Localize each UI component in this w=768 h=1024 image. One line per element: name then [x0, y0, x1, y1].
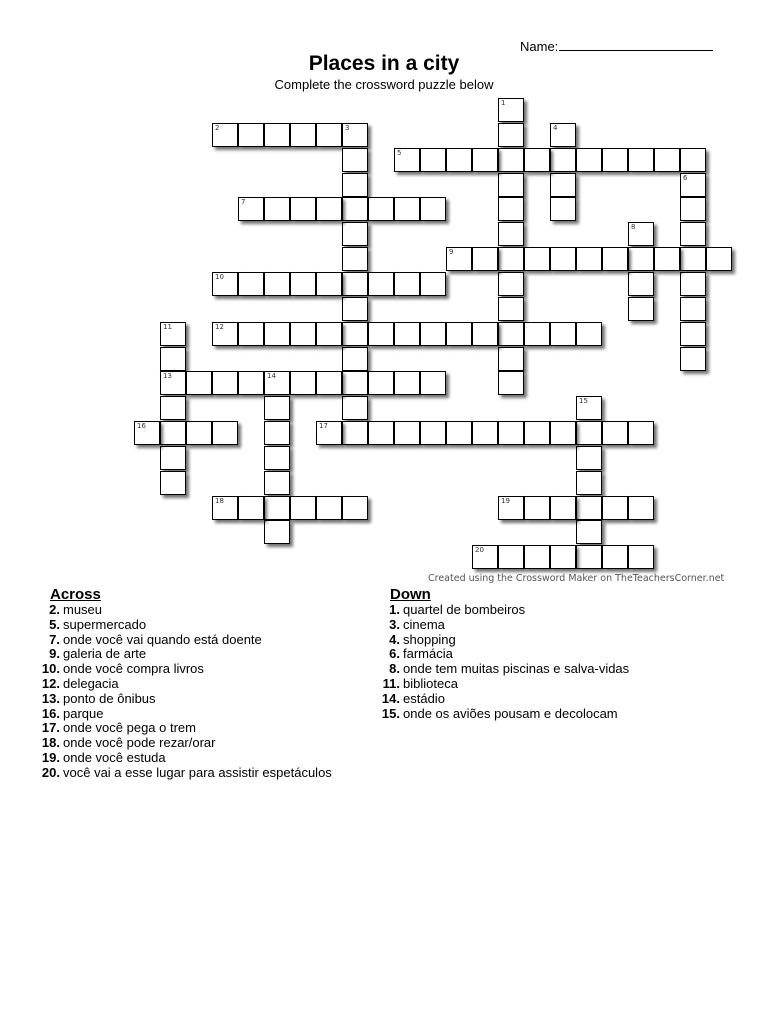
crossword-cell[interactable] — [628, 421, 654, 445]
across-clue — [38, 647, 332, 662]
crossword-cell[interactable] — [498, 496, 524, 520]
clue-text: biblioteca — [403, 675, 458, 691]
clue-text: museu — [63, 602, 103, 617]
crossword-cell[interactable] — [368, 371, 394, 395]
crossword-cell[interactable] — [628, 545, 654, 569]
clue-number: 18. — [41, 735, 60, 751]
across-clue — [38, 692, 332, 707]
crossword-cell[interactable] — [290, 123, 316, 147]
crossword-cell[interactable] — [238, 272, 264, 296]
crossword-cell[interactable] — [654, 247, 680, 271]
down-clue — [378, 603, 629, 618]
crossword-cell[interactable] — [498, 247, 524, 271]
crossword-cell[interactable] — [420, 197, 446, 221]
clue-text: onde tem muitas piscinas e salva-vidas — [403, 661, 630, 677]
crossword-cell[interactable] — [212, 272, 238, 296]
clue-text: onde você estuda — [63, 749, 166, 765]
crossword-cell[interactable] — [160, 471, 186, 495]
crossword-cell[interactable] — [264, 421, 290, 445]
crossword-cell[interactable] — [212, 123, 238, 147]
crossword-cell[interactable] — [420, 272, 446, 296]
page-subtitle: Complete the crossword puzzle below — [274, 77, 494, 92]
crossword-cell[interactable] — [602, 545, 628, 569]
crossword-cell[interactable] — [186, 371, 212, 395]
crossword-cell[interactable] — [524, 496, 550, 520]
crossword-cell[interactable] — [160, 421, 186, 445]
crossword-cell[interactable] — [342, 297, 368, 321]
crossword-cell[interactable] — [602, 148, 628, 172]
across-clue — [38, 662, 332, 677]
page-title: Places in a city — [308, 52, 460, 75]
crossword-cell[interactable] — [160, 396, 186, 420]
name-label: Name: — [520, 39, 559, 54]
crossword-cell[interactable] — [238, 123, 264, 147]
crossword-cell[interactable] — [472, 148, 498, 172]
crossword-cell[interactable] — [394, 421, 420, 445]
crossword-cell[interactable] — [342, 347, 368, 371]
down-heading: Down — [390, 586, 431, 603]
crossword-cell[interactable] — [680, 272, 706, 296]
clue-number: 16 — [137, 422, 146, 430]
crossword-cell[interactable] — [342, 421, 368, 445]
clue-number: 3. — [389, 616, 400, 632]
crossword-cell[interactable] — [160, 347, 186, 371]
crossword-cell[interactable] — [524, 421, 550, 445]
crossword-cell[interactable] — [498, 148, 524, 172]
clue-number: 6. — [389, 646, 400, 662]
crossword-cell[interactable] — [550, 545, 576, 569]
clue-number: 4. — [389, 631, 400, 647]
crossword-cell[interactable] — [290, 197, 316, 221]
crossword-cell[interactable] — [394, 371, 420, 395]
crossword-cell[interactable] — [498, 222, 524, 246]
clue-text: ponto de ônibus — [63, 690, 156, 706]
crossword-cell[interactable] — [576, 148, 602, 172]
down-clue-list — [378, 603, 629, 721]
crossword-cell[interactable] — [602, 421, 628, 445]
crossword-cell[interactable] — [498, 421, 524, 445]
crossword-cell[interactable] — [550, 496, 576, 520]
crossword-cell[interactable] — [316, 421, 342, 445]
crossword-cell[interactable] — [524, 148, 550, 172]
clue-text: galeria de arte — [63, 646, 147, 662]
crossword-cell[interactable] — [550, 148, 576, 172]
crossword-cell[interactable] — [550, 173, 576, 197]
crossword-cell[interactable] — [316, 496, 342, 520]
across-clue — [38, 736, 332, 751]
clue-text: delegacia — [63, 675, 119, 691]
crossword-cell[interactable] — [654, 148, 680, 172]
crossword-cell[interactable] — [342, 272, 368, 296]
down-clue — [378, 647, 629, 662]
crossword-cell[interactable] — [550, 247, 576, 271]
clue-number: 15. — [381, 705, 400, 721]
crossword-cell[interactable] — [628, 272, 654, 296]
clue-number: 17. — [41, 720, 60, 736]
crossword-cell[interactable] — [264, 496, 290, 520]
crossword-cell[interactable] — [212, 371, 238, 395]
crossword-cell[interactable] — [264, 446, 290, 470]
clue-number: 8 — [631, 223, 636, 231]
clue-number: 2 — [215, 124, 220, 132]
crossword-cell[interactable] — [316, 123, 342, 147]
clue-number: 19. — [41, 749, 60, 765]
crossword-cell[interactable] — [160, 446, 186, 470]
crossword-cell[interactable] — [524, 247, 550, 271]
crossword-cell[interactable] — [680, 347, 706, 371]
crossword-cell[interactable] — [316, 272, 342, 296]
crossword-cell[interactable] — [498, 371, 524, 395]
crossword-cell[interactable] — [550, 197, 576, 221]
across-clue — [38, 677, 332, 692]
crossword-cell[interactable] — [550, 421, 576, 445]
crossword-cell[interactable] — [420, 322, 446, 346]
crossword-cell[interactable] — [498, 98, 524, 122]
crossword-cell[interactable] — [264, 520, 290, 544]
crossword-cell[interactable] — [550, 123, 576, 147]
crossword-cell[interactable] — [264, 322, 290, 346]
crossword-cell[interactable] — [342, 148, 368, 172]
clue-text: parque — [63, 705, 104, 721]
clue-number: 5. — [49, 616, 60, 632]
crossword-cell[interactable] — [342, 322, 368, 346]
crossword-cell[interactable] — [316, 197, 342, 221]
crossword-cell[interactable] — [680, 197, 706, 221]
clue-number: 9. — [49, 646, 60, 662]
crossword-cell[interactable] — [394, 322, 420, 346]
crossword-cell[interactable] — [342, 371, 368, 395]
crossword-cell[interactable] — [290, 496, 316, 520]
clue-number: 20 — [475, 546, 484, 554]
crossword-cell[interactable] — [212, 421, 238, 445]
crossword-cell[interactable] — [680, 297, 706, 321]
crossword-cell[interactable] — [472, 545, 498, 569]
clue-number: 15 — [579, 397, 588, 405]
down-clue — [378, 677, 629, 692]
crossword-cell[interactable] — [264, 396, 290, 420]
crossword-cell[interactable] — [316, 371, 342, 395]
crossword-cell[interactable] — [134, 421, 160, 445]
crossword-cell[interactable] — [368, 421, 394, 445]
clue-text: shopping — [403, 631, 456, 647]
crossword-cell[interactable] — [290, 322, 316, 346]
credit-line: Created using the Crossword Maker on TheTeachersCorner.net — [428, 573, 725, 584]
crossword-cell[interactable] — [498, 123, 524, 147]
crossword-cell[interactable] — [628, 222, 654, 246]
clue-number: 14 — [267, 372, 276, 380]
clue-number: 7. — [49, 631, 60, 647]
clue-text: farmácia — [403, 646, 453, 662]
crossword-cell[interactable] — [576, 421, 602, 445]
crossword-cell[interactable] — [160, 371, 186, 395]
crossword-cell[interactable] — [342, 173, 368, 197]
crossword-cell[interactable] — [628, 496, 654, 520]
crossword-cell[interactable] — [576, 396, 602, 420]
crossword-cell[interactable] — [186, 421, 212, 445]
crossword-cell[interactable] — [576, 545, 602, 569]
crossword-cell[interactable] — [342, 396, 368, 420]
clue-number: 8. — [389, 661, 400, 677]
clue-number: 19 — [501, 497, 510, 505]
crossword-cell[interactable] — [498, 272, 524, 296]
clue-text: onde você pega o trem — [63, 720, 196, 736]
crossword-cell[interactable] — [316, 322, 342, 346]
clue-number: 18 — [215, 497, 224, 505]
clue-number: 6 — [683, 174, 688, 182]
crossword-cell[interactable] — [420, 421, 446, 445]
down-clue — [378, 707, 629, 722]
clue-number: 4 — [553, 124, 558, 132]
crossword-cell[interactable] — [628, 148, 654, 172]
across-clue — [38, 618, 332, 633]
clue-number: 7 — [241, 198, 246, 206]
crossword-cell[interactable] — [602, 247, 628, 271]
crossword-cell[interactable] — [394, 272, 420, 296]
crossword-cell[interactable] — [576, 247, 602, 271]
crossword-cell[interactable] — [238, 496, 264, 520]
crossword-cell[interactable] — [706, 247, 732, 271]
crossword-cell[interactable] — [576, 496, 602, 520]
crossword-cell[interactable] — [680, 222, 706, 246]
clue-text: cinema — [403, 616, 445, 632]
clue-number: 14. — [381, 690, 400, 706]
crossword-cell[interactable] — [238, 322, 264, 346]
crossword-cell[interactable] — [576, 446, 602, 470]
clue-number: 5 — [397, 149, 402, 157]
crossword-cell[interactable] — [472, 247, 498, 271]
crossword-cell[interactable] — [680, 173, 706, 197]
crossword-cell[interactable] — [342, 123, 368, 147]
crossword-cell[interactable] — [498, 197, 524, 221]
clue-number: 13. — [41, 690, 60, 706]
crossword-cell[interactable] — [576, 471, 602, 495]
crossword-cell[interactable] — [290, 371, 316, 395]
crossword-cell[interactable] — [498, 173, 524, 197]
crossword-cell[interactable] — [238, 371, 264, 395]
crossword-cell[interactable] — [420, 148, 446, 172]
clue-text: você vai a esse lugar para assistir espetáculos — [63, 764, 332, 780]
across-clue — [38, 603, 332, 618]
across-clue — [38, 707, 332, 722]
crossword-cell[interactable] — [342, 247, 368, 271]
clue-number: 1. — [389, 602, 400, 617]
clue-text: onde você vai quando está doente — [63, 631, 262, 647]
clue-text: quartel de bombeiros — [403, 602, 526, 617]
crossword-cell[interactable] — [472, 322, 498, 346]
crossword-cell[interactable] — [420, 371, 446, 395]
clue-number: 12. — [41, 675, 60, 691]
crossword-cell[interactable] — [680, 247, 706, 271]
clue-number: 16. — [41, 705, 60, 721]
crossword-cell[interactable] — [290, 272, 316, 296]
crossword-cell[interactable] — [498, 322, 524, 346]
crossword-cell[interactable] — [368, 197, 394, 221]
crossword-cell[interactable] — [498, 545, 524, 569]
crossword-cell[interactable] — [628, 297, 654, 321]
clue-text: onde os aviões pousam e decolocam — [403, 705, 618, 721]
crossword-cell[interactable] — [342, 496, 368, 520]
crossword-cell[interactable] — [160, 322, 186, 346]
across-clue — [38, 633, 332, 648]
crossword-cell[interactable] — [628, 247, 654, 271]
crossword-cell[interactable] — [680, 322, 706, 346]
crossword-cell[interactable] — [680, 148, 706, 172]
crossword-cell[interactable] — [394, 197, 420, 221]
clue-number: 10 — [215, 273, 224, 281]
crossword-cell[interactable] — [342, 197, 368, 221]
crossword-cell[interactable] — [602, 496, 628, 520]
across-clue — [38, 721, 332, 736]
clue-text: estádio — [403, 690, 445, 706]
crossword-cell[interactable] — [446, 148, 472, 172]
crossword-cell[interactable] — [498, 347, 524, 371]
crossword-cell[interactable] — [394, 148, 420, 172]
crossword-cell[interactable] — [524, 322, 550, 346]
crossword-cell[interactable] — [524, 545, 550, 569]
crossword-cell[interactable] — [212, 322, 238, 346]
clue-number: 17 — [319, 422, 328, 430]
crossword-cell[interactable] — [212, 496, 238, 520]
down-clue — [378, 692, 629, 707]
across-heading: Across — [50, 586, 101, 603]
crossword-cell[interactable] — [446, 322, 472, 346]
down-clue — [378, 633, 629, 648]
down-clue — [378, 662, 629, 677]
clue-number: 10. — [41, 661, 60, 677]
crossword-cell[interactable] — [264, 123, 290, 147]
clue-text: supermercado — [63, 616, 147, 632]
clue-text: onde você pode rezar/orar — [63, 735, 216, 751]
clue-number: 3 — [345, 124, 350, 132]
crossword-cell[interactable] — [264, 272, 290, 296]
crossword-cell[interactable] — [264, 371, 290, 395]
across-clue — [38, 766, 332, 781]
clue-number: 9 — [449, 248, 454, 256]
clue-number: 13 — [163, 372, 172, 380]
crossword-cell[interactable] — [472, 421, 498, 445]
crossword-cell[interactable] — [264, 197, 290, 221]
crossword-cell[interactable] — [576, 322, 602, 346]
clue-number: 20. — [41, 764, 60, 780]
clue-number: 1 — [501, 99, 506, 107]
crossword-cell[interactable] — [498, 297, 524, 321]
crossword-cell[interactable] — [368, 272, 394, 296]
crossword-cell[interactable] — [264, 471, 290, 495]
clue-number: 2. — [49, 602, 60, 617]
crossword-cell[interactable] — [550, 322, 576, 346]
crossword-cell[interactable] — [368, 322, 394, 346]
crossword-cell[interactable] — [576, 520, 602, 544]
crossword-cell[interactable] — [446, 421, 472, 445]
down-clue — [378, 618, 629, 633]
crossword-cell[interactable] — [342, 222, 368, 246]
across-clue-list — [38, 603, 332, 781]
crossword-cell[interactable] — [238, 197, 264, 221]
clue-number: 11. — [382, 675, 400, 691]
across-clue — [38, 751, 332, 766]
clue-text: onde você compra livros — [63, 661, 204, 677]
clue-number: 11 — [163, 323, 172, 331]
crossword-cell[interactable] — [446, 247, 472, 271]
clue-number: 12 — [215, 323, 224, 331]
